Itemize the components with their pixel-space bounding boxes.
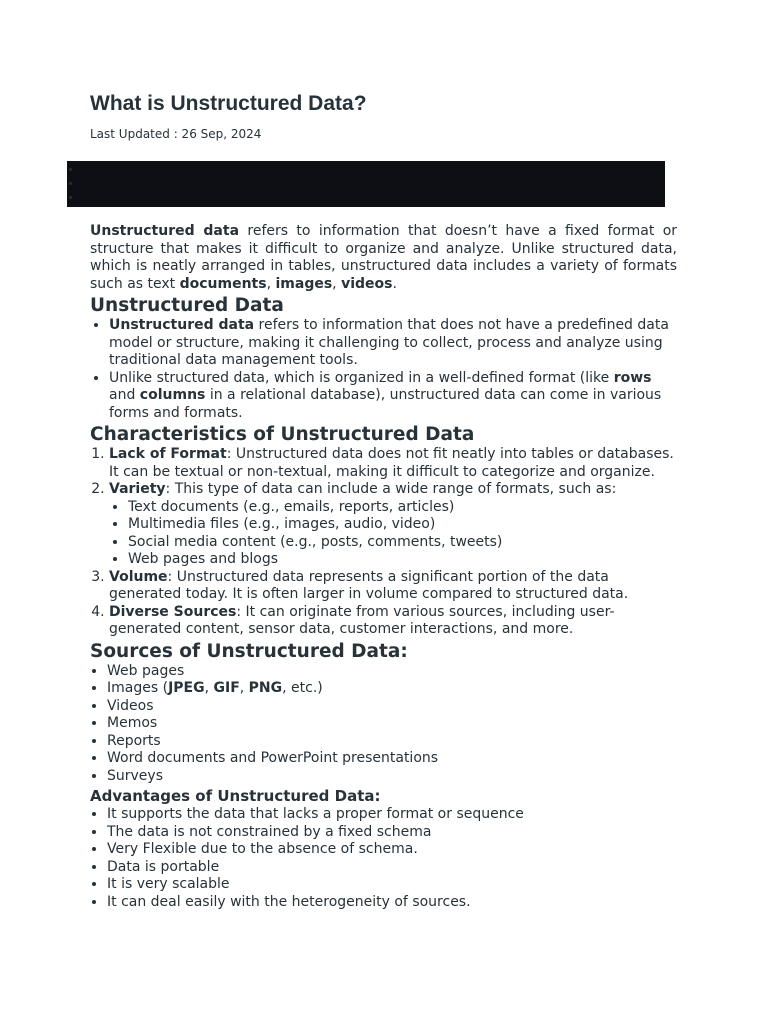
period: . [392, 275, 397, 292]
term: columns [139, 387, 206, 403]
sublist-item: • Web pages and blogs [128, 551, 677, 569]
section-heading-characteristics: Characteristics of Unstructured Data [90, 424, 475, 445]
term: JPEG [168, 680, 205, 696]
intro-paragraph [90, 223, 677, 293]
list-item: • Surveys [107, 768, 677, 786]
list-item: • Word documents and PowerPoint presentations [107, 750, 677, 768]
item-text: Images ( [107, 680, 169, 696]
banner-dot [69, 168, 72, 171]
banner-dot [69, 196, 72, 199]
separator: , [204, 680, 214, 696]
sublist-item: • Text documents (e.g., emails, reports, articles) [128, 499, 677, 517]
intro-text: refers to information that doesn’t have a fixed format or structure that makes it difficult to organize and analyze. Unlike structured data, which is neatly arranged in tables, unstructured data includes a variety of formats such as text [90, 223, 678, 292]
list-item [109, 481, 677, 569]
item-text: in a relational database), unstructured data can come in various forms and formats. [109, 387, 662, 421]
list-item: • Web pages [107, 663, 677, 681]
list-item: • It can deal easily with the heterogeneity of sources. [107, 894, 677, 912]
page-title: What is Unstructured Data? [90, 92, 367, 115]
sublist-item: • Multimedia files (e.g., images, audio, video) [128, 516, 677, 534]
item-text: : This type of data can include a wide range of formats, such as: [165, 481, 617, 497]
list-item [109, 317, 677, 370]
advantages-list [88, 806, 677, 911]
term: PNG [248, 680, 283, 696]
section-heading-advantages: Advantages of Unstructured Data: [90, 787, 381, 805]
intro-term: Unstructured data [90, 223, 240, 239]
list-item: • Memos [107, 715, 677, 733]
term: Variety [109, 481, 166, 497]
variety-sublist [109, 499, 677, 569]
section-heading-unstructured-data: Unstructured Data [90, 295, 284, 316]
article-body [90, 223, 677, 911]
list-item: • It supports the data that lacks a proper format or sequence [107, 806, 677, 824]
separator: , [266, 275, 276, 292]
item-text: refers to information that does not have a predefined data model or structure, making it challenging to collect, process and analyze using traditional data management tools. [109, 317, 669, 368]
list-item: • It is very scalable [107, 876, 677, 894]
separator: , [239, 680, 249, 696]
format-documents: documents [179, 275, 267, 292]
list-item [109, 446, 677, 481]
last-updated: Last Updated : 26 Sep, 2024 [90, 127, 262, 141]
item-text: Unlike structured data, which is organized in a well-defined format (like [109, 369, 614, 386]
format-images: images [275, 275, 333, 292]
list-item: • Reports [107, 733, 677, 751]
term: rows [613, 369, 652, 386]
term: Diverse Sources [109, 603, 237, 620]
list-item [109, 569, 677, 604]
item-text: , etc.) [282, 680, 323, 696]
item-text: and [109, 387, 140, 403]
item-text: : It can originate from various sources, including user-generated content, sensor data, customer interactions, and more. [109, 603, 615, 637]
list-item: • The data is not constrained by a fixed schema [107, 824, 677, 842]
list-item [107, 680, 677, 698]
banner-dot [69, 182, 72, 185]
format-videos: videos [341, 275, 393, 292]
list-item [109, 370, 677, 423]
term: Volume [109, 568, 168, 585]
term: Unstructured data [109, 317, 255, 333]
list-item: • Data is portable [107, 859, 677, 877]
sources-list [88, 663, 677, 786]
list-item: • Very Flexible due to the absence of schema. [107, 841, 677, 859]
section-heading-sources: Sources of Unstructured Data: [90, 640, 408, 662]
item-text: : Unstructured data represents a significant portion of the data generated today. It is often larger in volume compared to structured data. [109, 568, 629, 602]
dark-banner [67, 161, 665, 207]
term: Lack of Format [109, 446, 227, 462]
characteristics-list [90, 446, 677, 639]
definition-list [90, 317, 677, 422]
item-text: : Unstructured data does not fit neatly into tables or databases. It can be textual or non-textual, making it difficult to categorize and organize. [109, 446, 674, 480]
separator: , [332, 275, 342, 292]
list-item: • Videos [107, 698, 677, 716]
sublist-item: • Social media content (e.g., posts, comments, tweets) [128, 534, 677, 552]
list-item [109, 604, 677, 639]
term: GIF [213, 680, 240, 696]
